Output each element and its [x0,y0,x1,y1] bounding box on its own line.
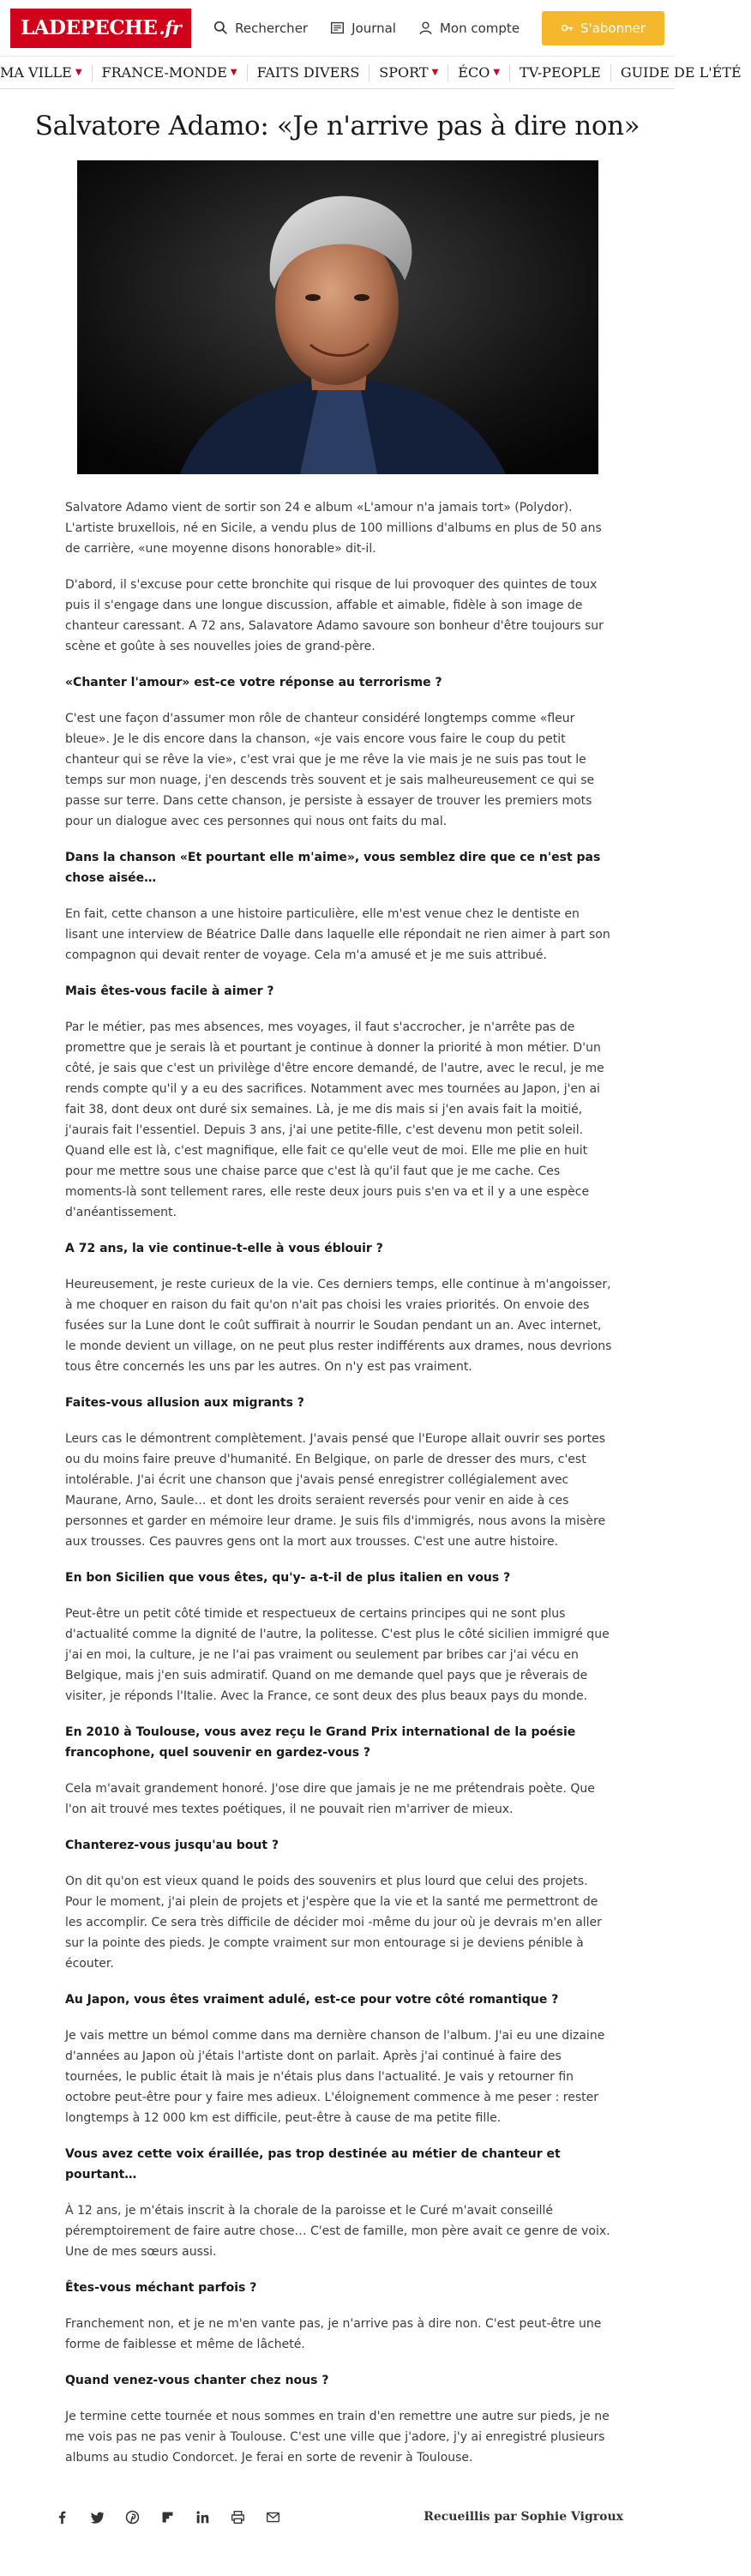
article-paragraph: Cela m'avait grandement honoré. J'ose dire que jamais je ne me prétendrais poète. Que l'on ait trouvé mes textes poétiques, il ne pouvait rien m'arriver de mieux. [65,1782,595,1816]
nav-label: ÉCO [458,64,490,81]
interview-question: Au Japon, vous êtes vraiment adulé, est-ce pour votre côté romantique ? [65,1993,559,2007]
interview-question: A 72 ans, la vie continue-t-elle à vous éblouir ? [65,1242,383,1255]
interview-question: Quand venez-vous chanter chez nous ? [65,2374,329,2387]
article-paragraph: Salvatore Adamo vient de sortir son 24 e album «L'amour n'a jamais tort» (Polydor). L'artiste bruxellois, né en Sicile, a vendu plus de 100 millions d'albums en plus de 50 ans de carrière, «une moyenne disons honorable» dit-il. [65,501,602,556]
hero-photo [77,160,598,474]
article-paragraph: En fait, cette chanson a une histoire particulière, elle m'est venue chez le dentiste en lisant une interview de Béatrice Dalle dans laquelle elle répondait ne rien aimer à part son compagnon qui devait renter de voyage. Cela m'a amusé et je me suis attribué. [65,907,610,962]
linkedin-icon[interactable] [195,2510,210,2525]
portrait-illustration [77,160,598,474]
pinterest-icon[interactable] [125,2510,140,2525]
interview-question: Mais êtes-vous facile à aimer ? [65,984,274,998]
chevron-down-icon: ▼ [75,68,82,77]
print-icon[interactable] [231,2510,245,2525]
article-footer [0,2483,675,2535]
email-icon[interactable] [266,2510,280,2525]
journal-button[interactable] [330,21,396,36]
article-paragraph: C'est une façon d'assumer mon rôle de chanteur considéré longtemps comme «fleur bleue». Je le dis encore dans la chanson, «je vais encore vous faire le coup du petit chanteur qui se rêve la vie», c'est vrai que je me rêve la vie mais je ne suis pas tout le temps sur mon nuage, j'en descends très souvent et je sais malheureusement ce qui se passe sur terre. Dans cette chanson, je persiste à essayer de trouver les premiers mots pour un dialogue avec ces personnes qui nous ont faits du mal. [65,712,595,828]
nav-label: FRANCE-MONDE [101,64,227,81]
article-paragraph: On dit qu'on est vieux quand le poids des souvenirs et plus lourd que celui des projets. Pour le moment, j'ai plein de projets et j'espère que la vie et la santé me permettront de les accomplir. Ce sera très difficile de décider moi -même du jour où je devrais m'en aller sur la pointe des pieds. Je compte vraiment sur mon entourage si je deviens pénible à écouter. [65,1875,602,1971]
article-byline: Recueillis par Sophie Vigroux [424,2510,623,2524]
nav-label: MA VILLE [0,64,72,81]
interview-question: Chanterez-vous jusqu'au bout ? [65,1839,279,1852]
interview-question: En bon Sicilien que vous êtes, qu'y- a-t-il de plus italien en vous ? [65,1571,511,1585]
newspaper-icon [330,21,345,35]
nav-item-faits-divers[interactable] [248,64,370,81]
subscribe-button[interactable] [542,11,664,45]
facebook-icon[interactable] [55,2510,69,2525]
user-icon [418,21,433,35]
top-bar [0,0,675,57]
key-icon [561,21,574,34]
interview-question: Vous avez cette voix éraillée, pas trop destinée au métier de chanteur et pourtant… [65,2147,561,2182]
account-label: Mon compte [439,20,520,36]
nav-item-ma-ville[interactable] [0,64,93,81]
site-logo[interactable] [10,9,191,48]
search-icon [213,21,228,35]
article-title: Salvatore Adamo: «Je n'arrive pas à dire non» [34,111,640,141]
journal-label: Journal [351,20,396,36]
article-paragraph: Peut-être un petit côté timide et respectueux de certains principes qui ne sont plus d'actualité comme la dignité de l'autre, la politesse. C'est plus le côté sicilien immigré que j'ai en moi, la culture, je ne l'ai pas vraiment ou seulement par bribes car j'ai vécu en Belgique, mais j'en suis admiratif. Quand on me demande quel pays que je rêverais de visiter, je réponds l'Italie. Avec la France, ce sont deux des plus beaux pays du monde. [65,1607,610,1703]
interview-question: Faites-vous allusion aux migrants ? [65,1396,304,1410]
main-nav [0,57,742,89]
interview-question: «Chanter l'amour» est-ce votre réponse au terrorisme ? [65,676,442,689]
search-button[interactable] [213,21,308,36]
interview-question: En 2010 à Toulouse, vous avez reçu le Grand Prix international de la poésie francophone, quel souvenir en gardez-vous ? [65,1725,576,1760]
article-paragraph: D'abord, il s'excuse pour cette bronchite qui risque de lui provoquer des quintes de toux puis il s'engage dans une longue discussion, affable et aimable, fidèle à son image de chanteur caressant. A 72 ans, Salavatore Adamo savoure son bonheur d'être toujours sur scène et goûte à ses nouvelles joies de grand-père. [65,578,604,653]
interview-question: Dans la chanson «Et pourtant elle m'aime», vous semblez dire que ce n'est pas chose aisée… [65,851,601,885]
chevron-down-icon: ▼ [230,68,237,77]
nav-item-guide-ete[interactable] [611,64,751,81]
chevron-down-icon: ▼ [493,68,501,77]
twitter-icon[interactable] [90,2510,105,2525]
logo-text: LADEPECHE [21,16,158,39]
search-label: Rechercher [235,20,309,36]
nav-label: TV-PEOPLE [520,64,601,81]
article-paragraph: Franchement non, et je ne m'en vante pas, je n'arrive pas à dire non. C'est peut-être une forme de faiblesse et même de lâcheté. [65,2317,602,2351]
subscribe-label: S'abonner [580,20,646,36]
article-main [0,89,675,2535]
chevron-down-icon: ▼ [431,68,439,77]
flipboard-icon[interactable] [160,2510,175,2525]
site-header [0,0,742,89]
nav-item-tv-people[interactable] [510,64,611,81]
article-paragraph: Heureusement, je reste curieux de la vie. Ces derniers temps, elle continue à m'angoisser, à me choquer en raison du fait qu'on n'ait pas choisi les vraies priorités. On envoie des fusées sur la Lune dont le coût suffirait à nourrir le Soudan pendant un an. Avec internet, le monde devient un village, on ne peut plus rester indifférents aux drames, nous devrions tous être concernés les uns par les autres. On n'y est pas vraiment. [65,1278,612,1374]
article-paragraph: À 12 ans, je m'étais inscrit à la chorale de la paroisse et le Curé m'avait conseillé péremptoirement de faire autre chose… C'est de famille, mon père avait ce genre de voix. Une de mes sœurs aussi. [65,2204,610,2259]
article-paragraph: Je termine cette tournée et nous sommes en train d'en remettre une autre sur pieds, je ne me vois pas ne pas venir à Toulouse. C'est une ville que j'adore, j'y ai enregistré plusieurs albums au studio Condorcet. Je ferai en sorte de revenir à Toulouse. [65,2410,610,2465]
nav-item-france-monde[interactable] [93,64,248,81]
nav-label: SPORT [379,64,429,81]
top-actions [213,11,664,45]
article-paragraph: Par le métier, pas mes absences, mes voyages, il faut s'accrocher, je n'arrête pas de promettre que je serais là et pourtant je continue à donner la priorité à mon métier. D'un côté, je sais que c'est un privilège d'être encore demandé, de l'autre, avec le recul, je me rends compte qu'il y a eu des sacrifices. Notamment avec mes tournées au Japon, j'en ai fait 38, dont deux ont duré six semaines. Là, je me dis mais si j'en avais fait la moitié, j'aurais fait l'essentiel. Depuis 3 ans, j'ai une petite-fille, c'est devenu mon petit soleil. Quand elle est là, c'est magnifique, elle fait ce qu'elle veut de moi. Elle me plie en huit pour me mettre sous une chaise parce que c'est là qu'il faut que je me cache. Ces moments-là sont tellement rares, elle reste deux jours puis s'en va et il y a une espèce d'anéantissement. [65,1020,604,1219]
nav-item-eco[interactable] [448,64,510,81]
account-button[interactable] [418,21,520,36]
article-paragraph: Leurs cas le démontrent complètement. J'avais pensé que l'Europe allait ouvrir ses portes ou du moins faire preuve d'humanité. En Belgique, on parle de dresser des murs, c'est intolérable. J'ai écrit une chanson que j'avais pensé enregistrer collégialement avec Maurane, Arno, Saule… et dont les droits seraient reversés pour venir en aide à ces personnes et garder en mémoire leur drame. Je suis fils d'immigrés, nous avons la misère aux trousses. Ces pauvres gens ont la mort aux trousses. C'est une autre histoire. [65,1432,606,1549]
nav-label: FAITS DIVERS [256,64,360,81]
article-body [0,474,675,2468]
interview-question: Êtes-vous méchant parfois ? [65,2281,257,2295]
share-bar [55,2510,280,2525]
logo-suffix: .fr [159,17,182,39]
nav-item-sport[interactable] [369,64,448,81]
nav-label: GUIDE DE L'ÉTÉ [620,64,742,81]
article-paragraph: Je vais mettre un bémol comme dans ma dernière chanson de l'album. J'ai eu une dizaine d'années au Japon où j'étais l'artiste dont on parlait. Après j'ai continué à faire des tournées, le public était là mais je n'étais plus dans l'actualité. Je vais y retourner fin octobre peut-être pour y faire mes adieux. L'éloignement commence à me peser : rester longtemps à 12 000 km est difficile, peut-être à cause de ma petite fille. [65,2029,605,2125]
